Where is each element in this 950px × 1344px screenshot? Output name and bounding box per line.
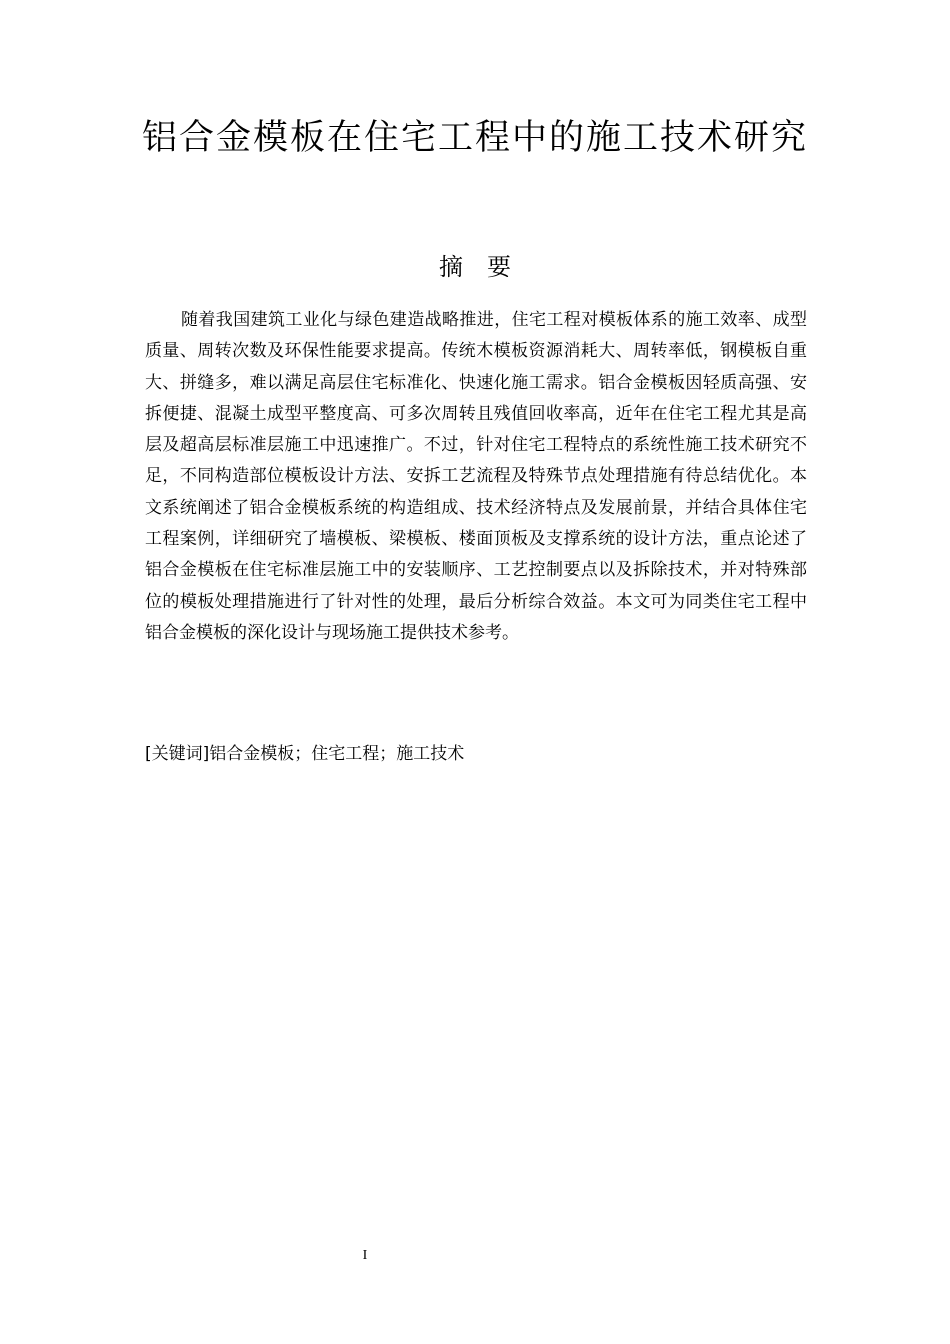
document-title: 铝合金模板在住宅工程中的施工技术研究 xyxy=(141,118,808,158)
page-number: I xyxy=(362,1248,368,1263)
keywords-text: 铝合金模板；住宅工程；施工技术 xyxy=(209,744,465,764)
abstract-heading-char-2: 要 xyxy=(487,253,511,281)
abstract-heading-char-1: 摘 xyxy=(439,253,463,281)
keywords-line xyxy=(145,740,807,768)
abstract-heading xyxy=(0,251,950,283)
keywords-label: [关键词] xyxy=(145,744,210,764)
abstract-body: 随着我国建筑工业化与绿色建造战略推进，住宅工程对模板体系的施工效率、成型质量、周转次数及环保性能要求提高。传统木模板资源消耗大、周转率低，钢模板自重大、拼缝多，难以满足高层住宅标准化、快速化施工需求。铝合金模板因轻质高强、安拆便捷、混凝土成型平整度高、可多次周转且残值回收率高，近年在住宅工程尤其是高层及超高层标准层施工中迅速推广。不过，针对住宅工程特点的系统性施工技术研究不足，不同构造部位模板设计方法、安拆工艺流程及特殊节点处理措施有待总结优化。本文系统阐述了铝合金模板系统的构造组成、技术经济特点及发展前景，并结合具体住宅工程案例，详细研究了墙模板、梁模板、楼面顶板及支撑系统的设计方法，重点论述了铝合金模板在住宅标准层施工中的安装顺序、工艺控制要点以及拆除技术，并对特殊部位的模板处理措施进行了针对性的处理，最后分析综合效益。本文可为同类住宅工程中铝合金模板的深化设计与现场施工提供技术参考。 xyxy=(145,310,807,643)
